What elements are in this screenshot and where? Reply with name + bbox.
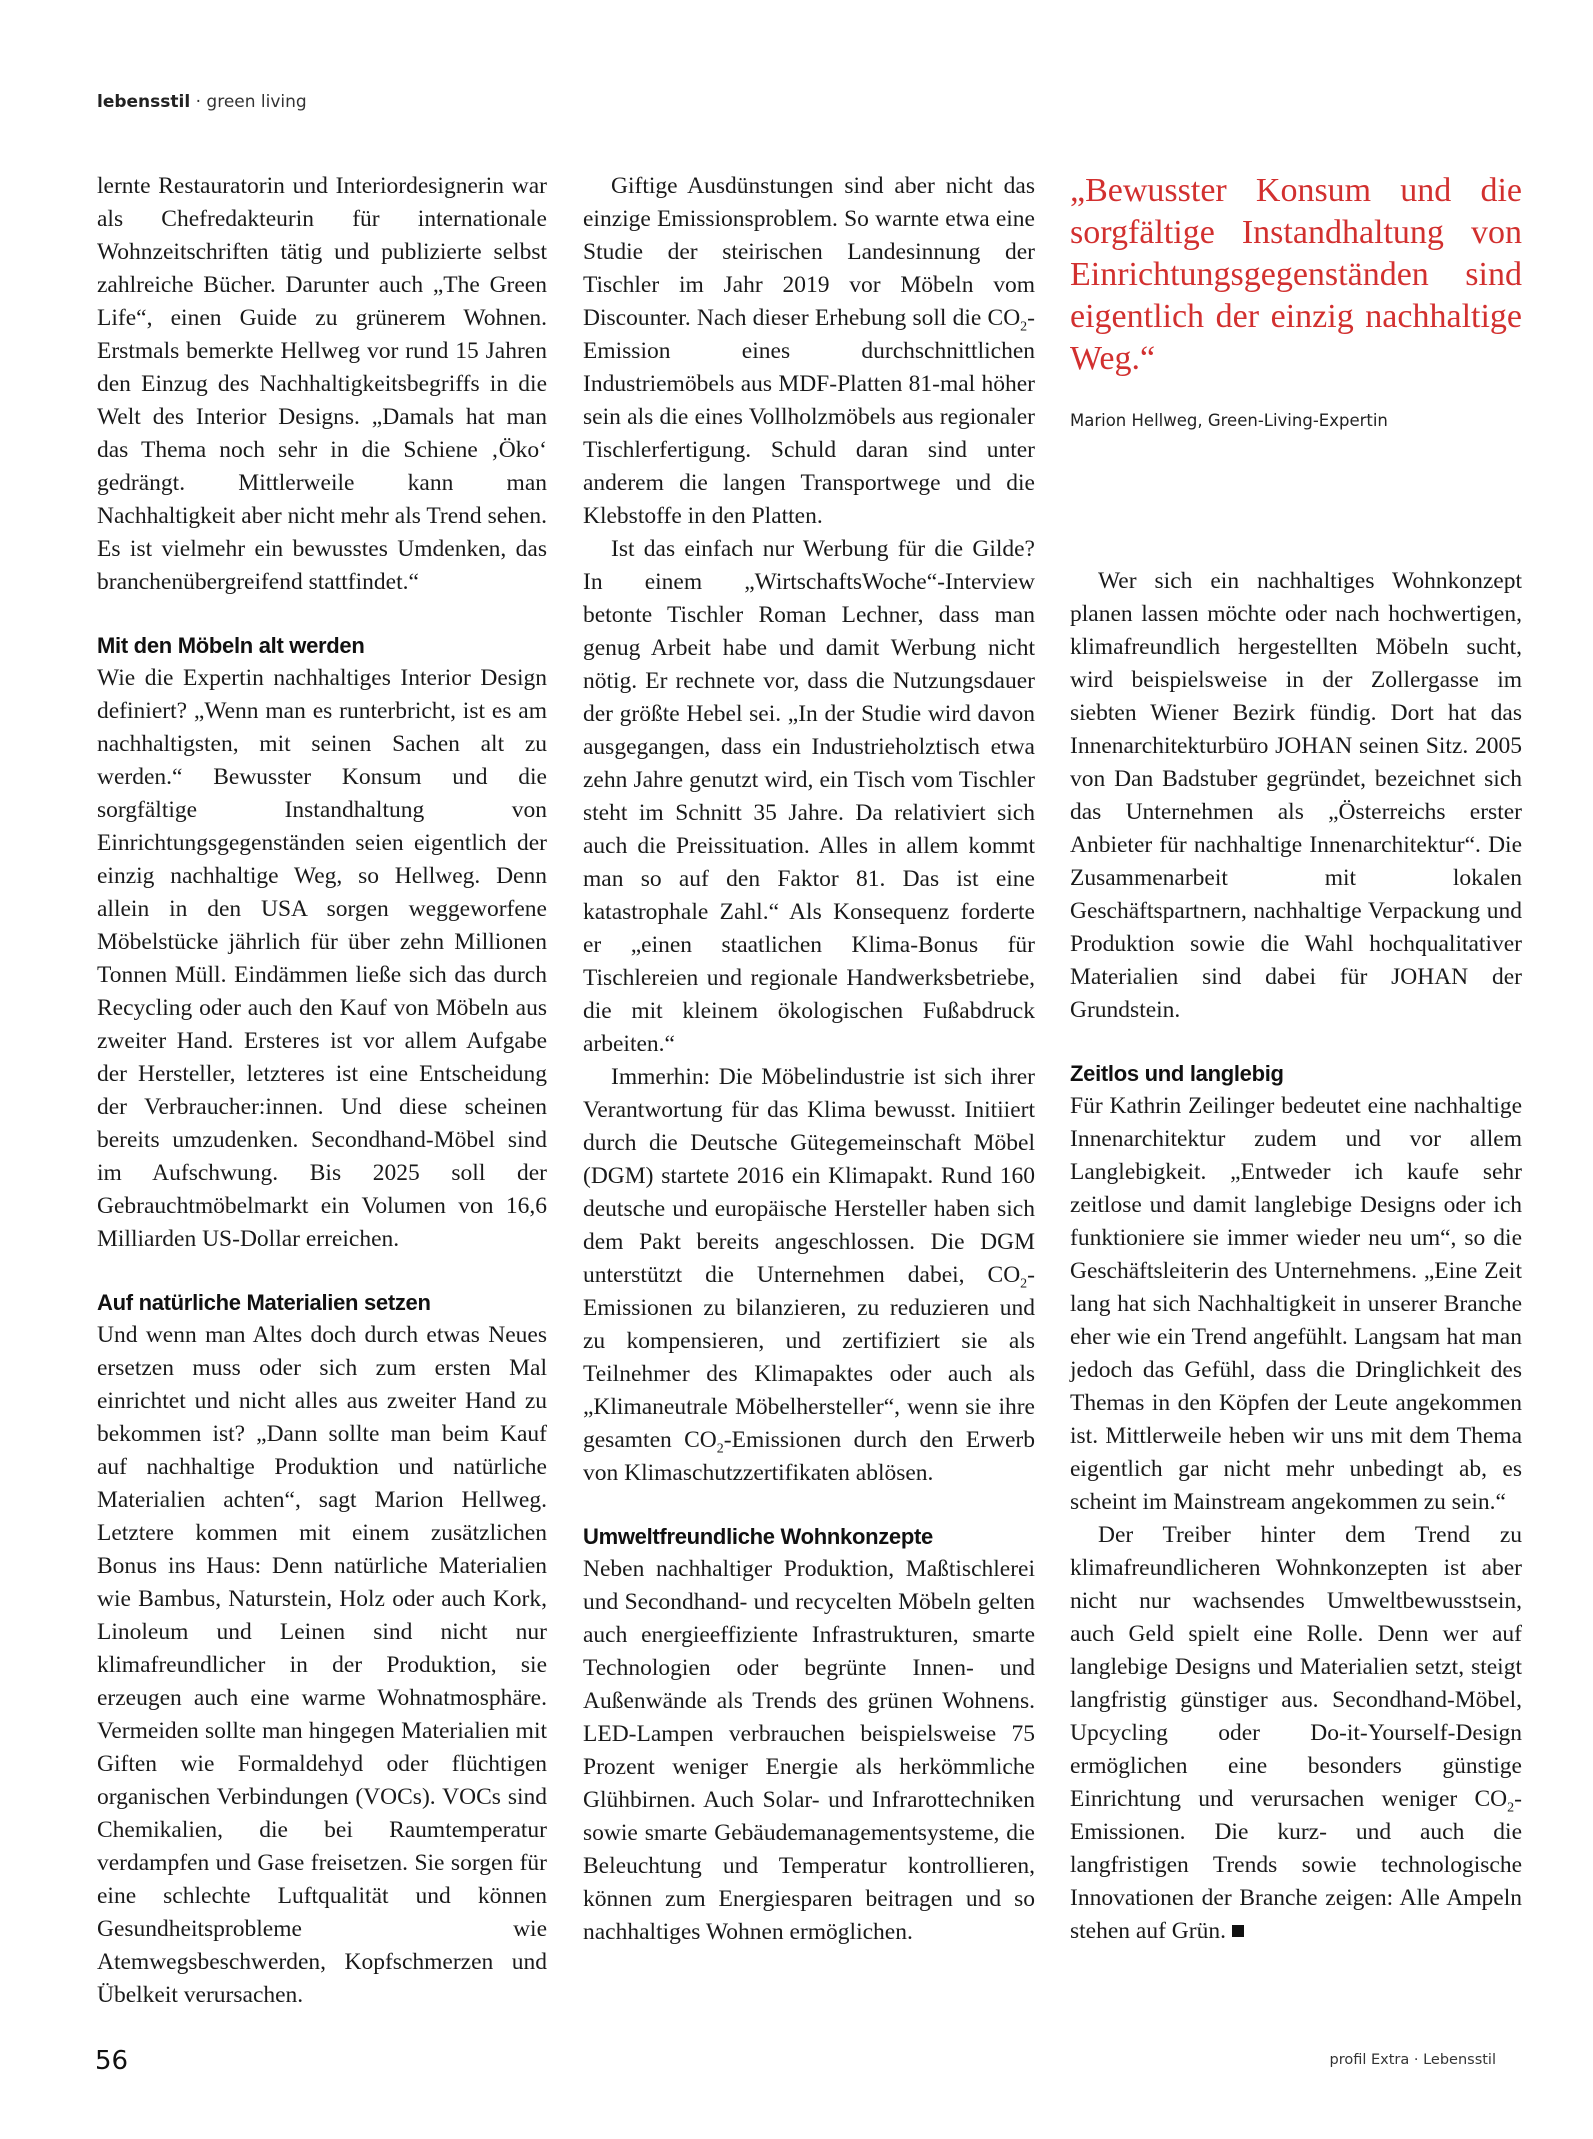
column-3 bbox=[1070, 170, 1522, 1948]
end-mark-icon bbox=[1232, 1925, 1244, 1937]
subsection-label: green living bbox=[206, 92, 307, 112]
subscript: 2 bbox=[1020, 319, 1028, 335]
paragraph: Wer sich ein nachhaltiges Wohnkonzept planen lassen möchte oder nach hochwertigen, klimafreundlich hergestellten Möbeln sucht, wird beispielsweise in der Zollergasse im siebten Wiener Bezirk fündig. Dort hat das Innenarchitekturbüro JOHAN seinen Sitz. 2005 von Dan Badstuber gegründet, bezeichnet sich das Unternehmen als „Österreichs erster Anbieter für nachhaltige Innenarchitektur“. Die Zusammenarbeit mit lokalen Geschäftspartnern, nachhaltige Verpackung und Produktion sowie die Wahl hochqualitativer Materialien sind dabei für JOHAN der Grundstein. bbox=[1070, 568, 1522, 1023]
column-1 bbox=[97, 170, 547, 2012]
subheading: Umweltfreundliche Wohnkonzepte bbox=[583, 1524, 933, 1549]
pull-quote: „Bewusster Konsum und die sorgfältige Instandhaltung von Einrichtungsgegenständen sind eigentlich der einzig nachhaltige Weg.“ bbox=[1070, 172, 1522, 377]
publication-footer: profil Extra · Lebensstil bbox=[1329, 2052, 1496, 2068]
text-run: Immerhin: Die Möbelindustrie ist sich ihrer Verantwortung für das Klima bewusst. Initiiert durch die Deutsche Gütegemeinschaft Möbel (DGM) startete 2016 ein Klimapakt. Rund 160 deutsche und europäische Hersteller haben sich dem Pakt bereits angeschlossen. Die DGM unterstützt die Unternehmen dabei, CO bbox=[583, 1064, 1035, 1288]
paragraph: Neben nachhaltiger Produktion, Maßtischlerei und Secondhand- und recycelten Möbeln gelten auch energieeffiziente Infrastrukturen, smarte Technologien oder begrünte Innen- und Außenwände als Trends des grünen Wohnens. LED-Lampen verbrauchen beispielsweise 75 Prozent weniger Energie als herkömmliche Glühbirnen. Auch Solar- und Infrarottechniken sowie smarte Gebäudemanagementsysteme, die Beleuchtung und Temperatur kontrollieren, können zum Energiesparen beitragen und so nachhaltiges Wohnen ermöglichen. bbox=[583, 1556, 1035, 1945]
page-number: 56 bbox=[95, 2046, 129, 2076]
text-run: -Emissionen. Die kurz- und auch die langfristigen Trends sowie technologische Innovationen der Branche zeigen: Alle Ampeln stehen auf Grün. bbox=[1070, 1786, 1522, 1944]
subscript: 2 bbox=[716, 1441, 724, 1457]
text-run: -Emissionen durch den Erwerb von Klimaschutzzertifikaten ablösen. bbox=[583, 1427, 1036, 1486]
section-label: lebensstil bbox=[97, 92, 191, 112]
running-head bbox=[97, 92, 307, 112]
paragraph: Ist das einfach nur Werbung für die Gilde? In einem „WirtschaftsWoche“-Interview betonte Tischler Roman Lechner, dass man genug Arbeit habe und damit Werbung nicht nötig. Er rechnete vor, dass die Nutzungsdauer der größte Hebel sei. „In der Studie wird davon ausgegangen, dass ein Industrieholztisch etwa zehn Jahre genutzt wird, ein Tisch vom Tischler steht im Schnitt 35 Jahre. Da relativiert sich auch die Preissituation. Alles in allem kommt man so auf den Faktor 81. Das ist eine katastrophale Zahl.“ Als Konsequenz forderte er „einen staatlichen Klima-Bonus für Tischlereien und regionale Handwerksbetriebe, die mit kleinem ökologischen Fußabdruck arbeiten.“ bbox=[583, 536, 1035, 1057]
subheading: Zeitlos und langlebig bbox=[1070, 1061, 1284, 1086]
paragraph: Wie die Expertin nachhaltiges Interior Design definiert? „Wenn man es runterbricht, ist es am nachhaltigsten, mit seinen Sachen alt zu werden.“ Bewusster Konsum und die sorgfältige Instandhaltung von Einrichtungsgegenständen seien eigentlich der einzig nachhaltige Weg, so Hellweg. Denn allein in den USA sorgen weggeworfene Möbelstücke jährlich für über zehn Millionen Tonnen Müll. Eindämmen ließe sich das durch Recycling oder auch den Kauf von Möbeln aus zweiter Hand. Ersteres ist vor allem Aufgabe der Hersteller, letzteres ist eine Entscheidung der Verbraucher:innen. Und diese scheinen bereits umzudenken. Secondhand-Möbel sind im Aufschwung. Bis 2025 soll der Gebrauchtmöbelmarkt ein Volumen von 16,6 Milliarden US-Dollar erreichen. bbox=[97, 665, 547, 1252]
paragraph bbox=[583, 1061, 1035, 1490]
text-run: Der Treiber hinter dem Trend zu klimafreundlicheren Wohnkonzepten ist aber nicht nur wachsendes Umweltbewusstsein, auch Geld spielt eine Rolle. Denn wer auf langlebige Designs und Materialien setzt, steigt langfristig günstiger aus. Secondhand-Möbel, Upcycling oder Do-it-Yourself-Design ermöglichen eine besonders günstige Einrichtung und verursachen weniger CO bbox=[1070, 1522, 1522, 1812]
paragraph bbox=[583, 170, 1035, 533]
quote-attribution: Marion Hellweg, Green-Living-Expertin bbox=[1070, 411, 1388, 430]
subheading: Mit den Möbeln alt werden bbox=[97, 633, 365, 658]
section-separator: · bbox=[195, 92, 201, 112]
subscript: 2 bbox=[1507, 1800, 1515, 1816]
text-run: Giftige Ausdünstungen sind aber nicht das einzige Emissionsproblem. So warnte etwa eine Studie der steirischen Landesinnung der Tischler im Jahr 2019 vor Möbeln vom Discounter. Nach dieser Erhebung soll die CO bbox=[583, 173, 1035, 331]
subscript: 2 bbox=[1020, 1276, 1028, 1292]
text-run: -Emissionen zu bilanzieren, zu reduzieren und zu kompensieren, und zertifiziert sie als Teilnehmer des Klimapaktes oder auch als „Klimaneutrale Möbelhersteller“, wenn sie ihre gesamten CO bbox=[583, 1262, 1035, 1453]
column-2 bbox=[583, 170, 1035, 1949]
text-run: -Emission eines durchschnittlichen Industriemöbels aus MDF-Platten 81-mal höher sein als die eines Vollholzmöbels aus regionaler Tischlerfertigung. Schuld daran sind unter anderem die langen Transportwege und die Klebstoffe in den Platten. bbox=[583, 305, 1035, 529]
paragraph: Für Kathrin Zeilinger bedeutet eine nachhaltige Innenarchitektur zudem und vor allem Langlebigkeit. „Entweder ich kaufe sehr zeitlose und damit langlebige Designs oder ich funktioniere sie immer wieder neu um“, so die Geschäftsleiterin des Unternehmens. „Eine Zeit lang hat sich Nachhaltigkeit in unserer Branche eher wie ein Trend angefühlt. Langsam hat man jedoch das Gefühl, dass die Dringlichkeit des Themas in den Köpfen der Leute angekommen ist. Mittlerweile heben wir uns mit dem Thema eigentlich gar nicht mehr unbedingt ab, es scheint im Mainstream angekommen zu sein.“ bbox=[1070, 1093, 1522, 1515]
paragraph: Und wenn man Altes doch durch etwas Neues ersetzen muss oder sich zum ersten Mal einrichtet und nicht alles aus zweiter Hand zu bekommen ist? „Dann sollte man beim Kauf auf nachhaltige Produktion und natürliche Materialien achten“, sagt Marion Hellweg. Letztere kommen mit einem zusätzlichen Bonus ins Haus: Denn natürliche Materialien wie Bambus, Naturstein, Holz oder auch Kork, Linoleum und Leinen sind nicht nur klimafreundlicher in der Produktion, sie erzeugen auch eine warme Wohnatmosphäre. Vermeiden sollte man hingegen Materialien mit Giften wie Formaldehyd oder flüchtigen organischen Verbindungen (VOCs). VOCs sind Chemikalien, die bei Raumtemperatur verdampfen und Gase freisetzen. Sie sorgen für eine schlechte Luftqualität und können Gesundheitsprobleme wie Atemwegsbeschwerden, Kopfschmerzen und Übelkeit verursachen. bbox=[97, 1322, 547, 2008]
paragraph: lernte Restauratorin und Interiordesignerin war als Chefredakteurin für internationale Wohnzeitschriften tätig und publizierte selbst zahlreiche Bücher. Darunter auch „The Green Life“, einen Guide zu grünerem Wohnen. Erstmals bemerkte Hellweg vor rund 15 Jahren den Einzug des Nachhaltigkeitsbegriffs in die Welt des Interior Designs. „Damals hat man das Thema noch sehr in die Schiene ‚Öko‘ gedrängt. Mittlerweile kann man Nachhaltigkeit aber nicht mehr als Trend sehen. Es ist vielmehr ein bewusstes Umdenken, das branchenübergreifend stattfindet.“ bbox=[97, 173, 547, 595]
subheading: Auf natürliche Materialien setzen bbox=[97, 1290, 431, 1315]
paragraph bbox=[1070, 1519, 1522, 1948]
